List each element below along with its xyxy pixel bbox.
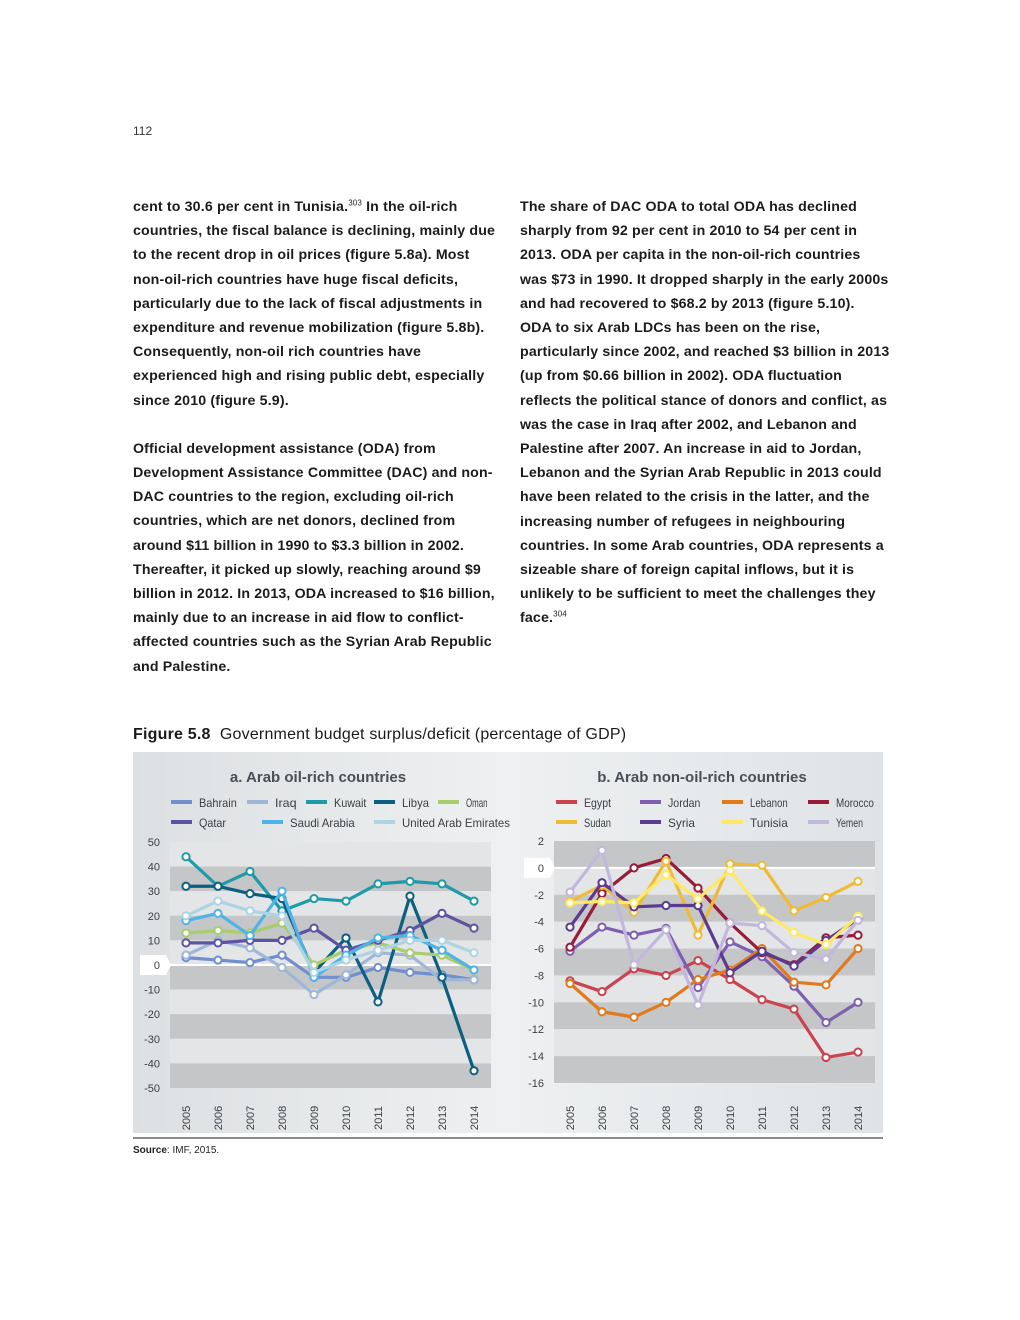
data-point[interactable] [854, 932, 861, 939]
data-point[interactable] [758, 907, 765, 914]
data-point[interactable] [310, 925, 317, 932]
paragraph-oda: Official development assistance (ODA) from Development Assistance Committee (DAC) and non-DAC countries to the region, excluding oil-rich countries, which are net donors, declined from around $11 billion in 1990 to $3.3 billion in 2002. Thereafter, it picked up slowly, reaching around $9 billion in 2012. In 2013, ODA increased to $16 billion, mainly due to an increase in aid flow to conflict-affected countries such as the Syrian Arab Republic and Palestine. [133, 440, 495, 675]
data-point[interactable] [758, 996, 765, 1003]
legend-item-lebanon[interactable] [722, 796, 788, 810]
data-point[interactable] [214, 897, 221, 904]
y-tick-label: -40 [144, 1058, 160, 1071]
legend-label: Iraq [275, 796, 297, 810]
data-point[interactable] [182, 952, 189, 959]
figure-panel [133, 752, 883, 1133]
legend-item-united-arab-emirates[interactable] [374, 816, 510, 830]
legend-swatch [722, 820, 743, 824]
legend-swatch [374, 800, 395, 804]
data-point[interactable] [694, 957, 701, 964]
data-point[interactable] [470, 976, 477, 983]
data-point[interactable] [214, 939, 221, 946]
data-point[interactable] [566, 899, 573, 906]
x-tick-label: 2009 [309, 1105, 321, 1131]
paragraph-fiscal-balance: cent to 30.6 per cent in Tunisia.$^{303}$ In the oil-rich countries, the fiscal balance is declining, mainly due to the recent drop in oil prices (figure 5.8a). Most non-oil-rich countries have huge fiscal deficits, particularly due to the lack of fiscal adjustments in expenditure and revenue mobilization (figure 5.8b). Consequently, non-oil rich countries have experienced high and rising public debt, especially since 2010 (figure 5.9). [133, 198, 496, 409]
legend-label: Lebanon [750, 796, 788, 810]
data-point[interactable] [726, 969, 733, 976]
x-tick-label: 2014 [469, 1105, 481, 1131]
x-tick-label: 2012 [789, 1105, 801, 1131]
data-point[interactable] [310, 991, 317, 998]
data-point[interactable] [822, 981, 829, 988]
data-point[interactable] [438, 937, 445, 944]
data-point[interactable] [246, 944, 253, 951]
figure-label: Figure 5.8 [133, 726, 211, 743]
legend-label: Morocco [836, 796, 875, 810]
y-tick-label: 0 [153, 960, 160, 972]
legend-item-saudi-arabia[interactable] [262, 816, 355, 830]
y-tick-label: 40 [147, 861, 160, 874]
legend-swatch [556, 800, 577, 804]
data-point[interactable] [726, 867, 733, 874]
legend-swatch [722, 800, 743, 804]
data-point[interactable] [278, 952, 285, 959]
x-tick-label: 2011 [373, 1106, 385, 1130]
data-point[interactable] [406, 949, 413, 956]
data-point[interactable] [790, 979, 797, 986]
data-point[interactable] [182, 853, 189, 860]
legend-item-syria[interactable] [640, 816, 695, 830]
right-text-column [520, 195, 890, 655]
y-tick-label: -2 [534, 889, 544, 902]
legend-label: Kuwait [334, 796, 367, 810]
legend-label: Saudi Arabia [290, 816, 356, 830]
x-tick-label: 2007 [245, 1105, 257, 1131]
data-point[interactable] [630, 961, 637, 968]
legend-swatch [306, 800, 327, 804]
data-point[interactable] [726, 938, 733, 945]
grid-band [170, 990, 491, 1015]
chart-title: b. Arab non-oil-rich countries [597, 769, 807, 786]
x-tick-label: 2011 [757, 1106, 769, 1130]
grid-band [170, 1014, 491, 1039]
x-tick-label: 2008 [277, 1105, 289, 1131]
figure-caption: Government budget surplus/deficit (percentage of GDP) [219, 726, 627, 743]
data-point[interactable] [598, 890, 605, 897]
data-point[interactable] [822, 1054, 829, 1061]
y-tick-label: 10 [147, 935, 160, 948]
legend-label: Syria [668, 816, 696, 830]
data-point[interactable] [598, 923, 605, 930]
data-point[interactable] [566, 923, 573, 930]
x-tick-label: 2006 [597, 1105, 609, 1131]
data-point[interactable] [438, 974, 445, 981]
data-point[interactable] [758, 948, 765, 955]
data-point[interactable] [182, 939, 189, 946]
legend-label: Sudan [584, 816, 611, 830]
chart-a [140, 769, 510, 1130]
data-point[interactable] [598, 898, 605, 905]
data-point[interactable] [214, 883, 221, 890]
x-tick-label: 2014 [853, 1105, 865, 1131]
data-point[interactable] [342, 897, 349, 904]
legend-item-qatar[interactable] [171, 816, 226, 830]
data-point[interactable] [214, 956, 221, 963]
legend-item-egypt[interactable] [556, 796, 612, 810]
legend-item-jordan[interactable] [640, 796, 700, 810]
x-tick-label: 2005 [565, 1105, 577, 1131]
legend-swatch [808, 800, 829, 804]
y-tick-label: -10 [144, 984, 160, 997]
data-point[interactable] [854, 1048, 861, 1055]
source-text: : IMF, 2015. [166, 1145, 220, 1156]
figure-charts [133, 752, 883, 1133]
data-point[interactable] [182, 929, 189, 936]
data-point[interactable] [790, 929, 797, 936]
chart-b [524, 769, 875, 1130]
x-tick-label: 2012 [405, 1105, 417, 1131]
data-point[interactable] [406, 878, 413, 885]
data-point[interactable] [630, 932, 637, 939]
data-point[interactable] [822, 894, 829, 901]
y-tick-label: 30 [147, 886, 160, 899]
legend-item-oman[interactable] [438, 796, 488, 810]
x-tick-label: 2008 [661, 1105, 673, 1131]
x-tick-label: 2010 [725, 1105, 737, 1131]
data-point[interactable] [310, 969, 317, 976]
data-point[interactable] [790, 907, 797, 914]
data-point[interactable] [662, 926, 669, 933]
data-point[interactable] [790, 949, 797, 956]
data-point[interactable] [278, 964, 285, 971]
data-point[interactable] [342, 934, 349, 941]
legend-label: Jordan [668, 796, 701, 810]
x-tick-label: 2005 [181, 1105, 193, 1131]
legend-item-yemen[interactable] [808, 816, 863, 830]
data-point[interactable] [854, 945, 861, 952]
data-point[interactable] [182, 912, 189, 919]
legend-item-bahrain[interactable] [171, 796, 237, 810]
footnote-ref-304[interactable]: 304 [553, 609, 567, 619]
data-point[interactable] [406, 969, 413, 976]
data-point[interactable] [694, 895, 701, 902]
y-tick-label: -8 [534, 970, 544, 983]
data-point[interactable] [470, 925, 477, 932]
legend-label: Egypt [584, 796, 612, 810]
footnote-ref-303[interactable]: 303 [348, 198, 362, 208]
legend-item-tunisia[interactable] [722, 816, 788, 830]
data-point[interactable] [438, 880, 445, 887]
y-tick-label: -50 [144, 1083, 160, 1095]
data-point[interactable] [246, 907, 253, 914]
data-point[interactable] [278, 888, 285, 895]
data-point[interactable] [694, 932, 701, 939]
data-point[interactable] [374, 880, 381, 887]
legend-label: Tunisia [750, 816, 789, 830]
data-point[interactable] [470, 949, 477, 956]
data-point[interactable] [406, 937, 413, 944]
legend-swatch [247, 800, 268, 804]
data-point[interactable] [342, 971, 349, 978]
data-point[interactable] [694, 984, 701, 991]
y-tick-label: -14 [528, 1051, 544, 1064]
data-point[interactable] [758, 862, 765, 869]
legend-label: Qatar [199, 816, 226, 830]
figure-bottom-rule [133, 1137, 883, 1139]
data-point[interactable] [630, 864, 637, 871]
data-point[interactable] [662, 972, 669, 979]
legend-swatch [438, 800, 459, 804]
legend-item-kuwait[interactable] [306, 796, 367, 810]
y-tick-label: 2 [537, 836, 544, 848]
chart-title: a. Arab oil-rich countries [229, 769, 407, 786]
y-tick-label: -4 [534, 916, 544, 929]
data-point[interactable] [598, 988, 605, 995]
data-point[interactable] [790, 962, 797, 969]
legend-label: United Arab Emirates [402, 816, 510, 830]
data-point[interactable] [662, 902, 669, 909]
y-tick-label: -16 [528, 1078, 544, 1090]
data-point[interactable] [822, 941, 829, 948]
x-tick-label: 2007 [629, 1105, 641, 1131]
data-point[interactable] [406, 893, 413, 900]
data-point[interactable] [278, 912, 285, 919]
page-number: 112 [133, 124, 153, 138]
data-point[interactable] [662, 871, 669, 878]
data-point[interactable] [630, 1014, 637, 1021]
data-point[interactable] [662, 999, 669, 1006]
data-point[interactable] [854, 999, 861, 1006]
data-point[interactable] [374, 934, 381, 941]
y-tick-label: -30 [144, 1033, 160, 1046]
x-tick-label: 2013 [437, 1105, 449, 1131]
data-point[interactable] [470, 1067, 477, 1074]
figure-source [133, 1145, 219, 1156]
legend-item-morocco[interactable] [808, 796, 874, 810]
legend-swatch [556, 820, 577, 824]
data-point[interactable] [598, 847, 605, 854]
data-point[interactable] [694, 884, 701, 891]
paragraph-dac-oda-share: The share of DAC ODA to total ODA has declined sharply from 92 per cent in 2010 to 54 per cent in 2013. ODA per capita in the non-oil-rich countries was $73 in 1990. It dropped sharply in the early 2000s and had recovered to $68.2 by 2013 (figure 5.10). ODA to six Arab LDCs has been on the rise, particularly since 2002, and reached $3 billion in 2013 (up from $0.66 billion in 2002). ODA fluctuation reflects the political stance of donors and conflict, as was the case in Iraq after 2002, and Lebanon and Palestine after 2007. An increase in aid to Jordan, Lebanon and the Syrian Arab Republic in 2013 could have been related to the crisis in the latter, and the increasing number of refugees in neighbouring countries. In some Arab countries, ODA represents a sizeable share of foreign capital inflows, but it is unlikely to be sufficient to meet the challenges they face.$^{304}$ [520, 199, 890, 627]
data-point[interactable] [214, 927, 221, 934]
data-point[interactable] [374, 947, 381, 954]
legend-item-libya[interactable] [374, 796, 429, 810]
data-point[interactable] [598, 1008, 605, 1015]
data-point[interactable] [182, 883, 189, 890]
legend-swatch [640, 800, 661, 804]
data-point[interactable] [438, 910, 445, 917]
legend-item-sudan[interactable] [556, 816, 611, 830]
legend-item-iraq[interactable] [247, 796, 297, 810]
data-point[interactable] [246, 959, 253, 966]
y-tick-label: -6 [534, 943, 544, 956]
y-tick-label: -20 [144, 1009, 160, 1022]
data-point[interactable] [470, 966, 477, 973]
data-point[interactable] [470, 897, 477, 904]
legend-swatch [374, 820, 395, 824]
data-point[interactable] [598, 879, 605, 886]
data-point[interactable] [374, 998, 381, 1005]
data-point[interactable] [630, 899, 637, 906]
x-tick-label: 2013 [821, 1105, 833, 1131]
data-point[interactable] [246, 932, 253, 939]
data-point[interactable] [566, 944, 573, 951]
data-point[interactable] [278, 937, 285, 944]
data-point[interactable] [822, 956, 829, 963]
data-point[interactable] [694, 976, 701, 983]
x-tick-label: 2010 [341, 1105, 353, 1131]
legend-swatch [640, 820, 661, 824]
data-point[interactable] [214, 910, 221, 917]
legend-label: Libya [402, 796, 430, 810]
legend-swatch [262, 820, 283, 824]
data-point[interactable] [822, 1019, 829, 1026]
grid-band [554, 1029, 875, 1056]
x-tick-label: 2006 [213, 1105, 225, 1131]
data-point[interactable] [342, 956, 349, 963]
y-tick-label: 50 [147, 837, 160, 849]
y-tick-label: 0 [537, 862, 544, 875]
data-point[interactable] [726, 919, 733, 926]
data-point[interactable] [758, 922, 765, 929]
y-tick-label: -12 [528, 1024, 544, 1037]
data-point[interactable] [246, 890, 253, 897]
data-point[interactable] [790, 1005, 797, 1012]
source-label: Source [133, 1145, 167, 1156]
data-point[interactable] [566, 980, 573, 987]
data-point[interactable] [662, 858, 669, 865]
data-point[interactable] [854, 917, 861, 924]
data-point[interactable] [374, 964, 381, 971]
y-tick-label: 20 [147, 910, 160, 923]
y-tick-label: -10 [528, 997, 544, 1010]
grid-band [170, 1063, 491, 1088]
x-tick-label: 2009 [693, 1105, 705, 1131]
data-point[interactable] [854, 878, 861, 885]
data-point[interactable] [694, 1001, 701, 1008]
legend-swatch [171, 820, 192, 824]
data-point[interactable] [246, 868, 253, 875]
legend-label: Yemen [836, 816, 863, 830]
legend-label: Bahrain [199, 796, 237, 810]
left-text-column [133, 195, 503, 703]
data-point[interactable] [438, 947, 445, 954]
data-point[interactable] [566, 888, 573, 895]
grid-band [170, 842, 491, 867]
legend-label: Oman [466, 796, 488, 810]
grid-band [170, 1039, 491, 1064]
legend-swatch [171, 800, 192, 804]
data-point[interactable] [310, 895, 317, 902]
figure-title [133, 726, 626, 744]
legend-swatch [808, 820, 829, 824]
